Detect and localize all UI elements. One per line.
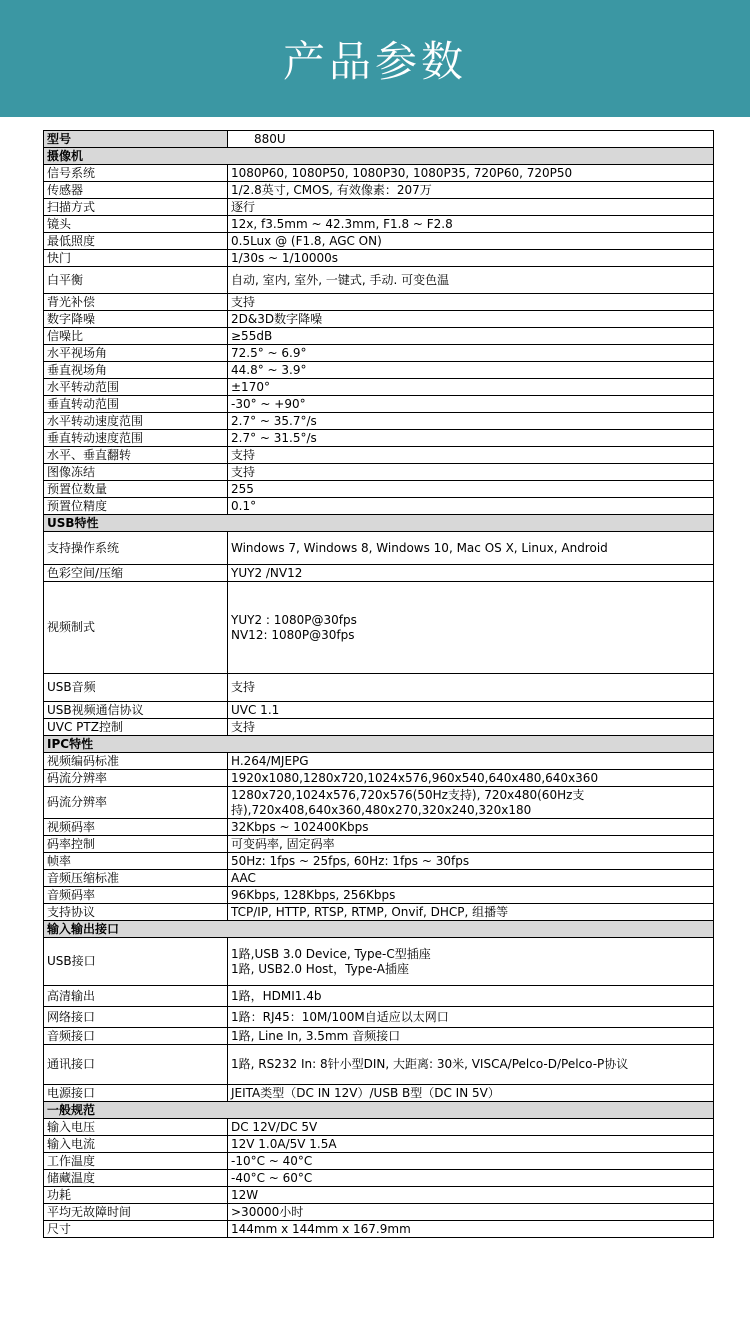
row-value: 32Kbps ~ 102400Kbps [228,819,714,836]
table-row [44,674,714,702]
row-value: 2.7° ~ 35.7°/s [228,413,714,430]
row-label: UVC PTZ控制 [44,719,228,736]
table-row [44,532,714,565]
table-row [44,311,714,328]
row-label: 快门 [44,250,228,267]
row-value: 1路, Line In, 3.5mm 音频接口 [228,1028,714,1045]
table-row [44,904,714,921]
row-label: 传感器 [44,182,228,199]
table-row [44,1007,714,1028]
table-row [44,447,714,464]
row-label: 扫描方式 [44,199,228,216]
table-row [44,702,714,719]
row-value: 自动, 室内, 室外, 一键式, 手动. 可变色温 [228,267,714,294]
row-value: 支持 [228,464,714,481]
row-label: 帧率 [44,853,228,870]
row-value: TCP/IP, HTTP, RTSP, RTMP, Onvif, DHCP, 组播等 [228,904,714,921]
table-row [44,1221,714,1238]
row-label: 输入电流 [44,1136,228,1153]
row-value: 1路, RS232 In: 8针小型DIN, 大距离: 30米, VISCA/Pelco-D/Pelco-P协议 [228,1045,714,1085]
row-value: 255 [228,481,714,498]
table-row [44,481,714,498]
row-value: 支持 [228,294,714,311]
row-label: 水平转动范围 [44,379,228,396]
row-value: 1路：RJ45：10M/100M自适应以太网口 [228,1007,714,1028]
table-row [44,986,714,1007]
row-value: 支持 [228,674,714,702]
row-value: 逐行 [228,199,714,216]
row-value: 1/2.8英寸, CMOS, 有效像素：207万 [228,182,714,199]
section-header [44,515,714,532]
row-value-line: YUY2 : 1080P@30fps [231,612,357,627]
row-label: USB视频通信协议 [44,702,228,719]
page-title: 产品参数 [282,36,467,86]
row-value: Windows 7, Windows 8, Windows 10, Mac OS X, Linux, Android [228,532,714,565]
row-value [228,938,714,986]
row-label: 音频压缩标准 [44,870,228,887]
section-title: IPC特性 [44,736,714,753]
spec-table [43,130,714,1238]
table-row [44,379,714,396]
table-row [44,464,714,481]
table-row [44,328,714,345]
table-row [44,345,714,362]
row-value: ±170° [228,379,714,396]
row-value: -10°C ~ 40°C [228,1153,714,1170]
row-value: UVC 1.1 [228,702,714,719]
table-row [44,430,714,447]
table-row [44,413,714,430]
row-value: 96Kbps, 128Kbps, 256Kbps [228,887,714,904]
model-label: 型号 [44,131,228,148]
row-label: 视频码率 [44,819,228,836]
table-row [44,819,714,836]
row-value: 1路，HDMI1.4b [228,986,714,1007]
table-row [44,498,714,515]
header-banner [0,0,750,117]
table-row [44,870,714,887]
row-label: 数字降噪 [44,311,228,328]
table-row [44,362,714,379]
section-header [44,736,714,753]
section-title: 摄像机 [44,148,714,165]
table-row [44,250,714,267]
row-label: 水平视场角 [44,345,228,362]
row-label: 音频接口 [44,1028,228,1045]
row-label: 储藏温度 [44,1170,228,1187]
table-row [44,1204,714,1221]
row-value: AAC [228,870,714,887]
row-label: 垂直转动速度范围 [44,430,228,447]
section-title: USB特性 [44,515,714,532]
row-label: 信号系统 [44,165,228,182]
table-row [44,1187,714,1204]
table-row [44,294,714,311]
table-row [44,233,714,250]
row-value [228,582,714,674]
row-label: 码流分辨率 [44,787,228,819]
table-row [44,787,714,819]
table-row [44,753,714,770]
row-value: 50Hz: 1fps ~ 25fps, 60Hz: 1fps ~ 30fps [228,853,714,870]
row-label: 码流分辨率 [44,770,228,787]
row-label: USB音频 [44,674,228,702]
table-row [44,719,714,736]
row-value: >30000小时 [228,1204,714,1221]
row-value: 12V 1.0A/5V 1.5A [228,1136,714,1153]
row-value: -30° ~ +90° [228,396,714,413]
row-label: 支持协议 [44,904,228,921]
row-label: 输入电压 [44,1119,228,1136]
row-value: 2D&3D数字降噪 [228,311,714,328]
row-label: 平均无故障时间 [44,1204,228,1221]
table-row [44,836,714,853]
row-value: ≥55dB [228,328,714,345]
row-value: 12x, f3.5mm ~ 42.3mm, F1.8 ~ F2.8 [228,216,714,233]
row-label: 最低照度 [44,233,228,250]
row-label: 垂直视场角 [44,362,228,379]
model-row [44,131,714,148]
section-title: 一般规范 [44,1102,714,1119]
table-row [44,565,714,582]
row-label: 支持操作系统 [44,532,228,565]
row-label: USB接口 [44,938,228,986]
row-label: 图像冻结 [44,464,228,481]
row-value: 1920x1080,1280x720,1024x576,960x540,640x480,640x360 [228,770,714,787]
row-label: 网络接口 [44,1007,228,1028]
row-value: 44.8° ~ 3.9° [228,362,714,379]
table-row [44,1045,714,1085]
row-label: 电源接口 [44,1085,228,1102]
table-row [44,938,714,986]
row-value: JEITA类型（DC IN 12V）/USB B型（DC IN 5V） [228,1085,714,1102]
row-label: 水平转动速度范围 [44,413,228,430]
table-row [44,1085,714,1102]
row-label: 视频编码标准 [44,753,228,770]
row-value: 12W [228,1187,714,1204]
table-row [44,770,714,787]
row-label: 背光补偿 [44,294,228,311]
row-label: 色彩空间/压缩 [44,565,228,582]
row-label: 功耗 [44,1187,228,1204]
row-label: 预置位精度 [44,498,228,515]
row-value-line: 1路,USB 3.0 Device, Type-C型插座 [231,946,431,961]
table-row [44,1170,714,1187]
table-row [44,853,714,870]
table-row [44,1153,714,1170]
row-value: 2.7° ~ 31.5°/s [228,430,714,447]
row-value-line: 1路, USB2.0 Host，Type-A插座 [231,961,409,976]
table-row [44,182,714,199]
row-value: H.264/MJEPG [228,753,714,770]
section-title: 输入输出接口 [44,921,714,938]
section-header [44,148,714,165]
table-row [44,396,714,413]
row-value: DC 12V/DC 5V [228,1119,714,1136]
row-value: 支持 [228,719,714,736]
model-value: 880U [228,131,714,148]
row-value: 支持 [228,447,714,464]
table-row [44,1136,714,1153]
table-row [44,165,714,182]
table-row [44,1119,714,1136]
row-value: -40°C ~ 60°C [228,1170,714,1187]
table-row [44,216,714,233]
row-label: 预置位数量 [44,481,228,498]
row-value: 0.1° [228,498,714,515]
row-value: 1280x720,1024x576,720x576(50Hz支持), 720x480(60Hz支持),720x408,640x360,480x270,320x240,320x180 [228,787,714,819]
section-header [44,1102,714,1119]
row-label: 通讯接口 [44,1045,228,1085]
row-value: 72.5° ~ 6.9° [228,345,714,362]
row-label: 视频制式 [44,582,228,674]
table-row [44,199,714,216]
row-label: 尺寸 [44,1221,228,1238]
table-row [44,1028,714,1045]
table-row [44,267,714,294]
row-value: YUY2 /NV12 [228,565,714,582]
row-value-line: NV12: 1080P@30fps [231,627,355,642]
row-label: 水平、垂直翻转 [44,447,228,464]
row-label: 码率控制 [44,836,228,853]
row-label: 高清输出 [44,986,228,1007]
row-value: 0.5Lux @ (F1.8, AGC ON) [228,233,714,250]
row-label: 镜头 [44,216,228,233]
table-row [44,887,714,904]
row-label: 白平衡 [44,267,228,294]
row-label: 音频码率 [44,887,228,904]
row-value: 可变码率, 固定码率 [228,836,714,853]
table-row [44,582,714,674]
row-label: 工作温度 [44,1153,228,1170]
row-value: 1080P60, 1080P50, 1080P30, 1080P35, 720P60, 720P50 [228,165,714,182]
row-value: 1/30s ~ 1/10000s [228,250,714,267]
row-value: 144mm x 144mm x 167.9mm [228,1221,714,1238]
row-label: 信噪比 [44,328,228,345]
row-label: 垂直转动范围 [44,396,228,413]
section-header [44,921,714,938]
